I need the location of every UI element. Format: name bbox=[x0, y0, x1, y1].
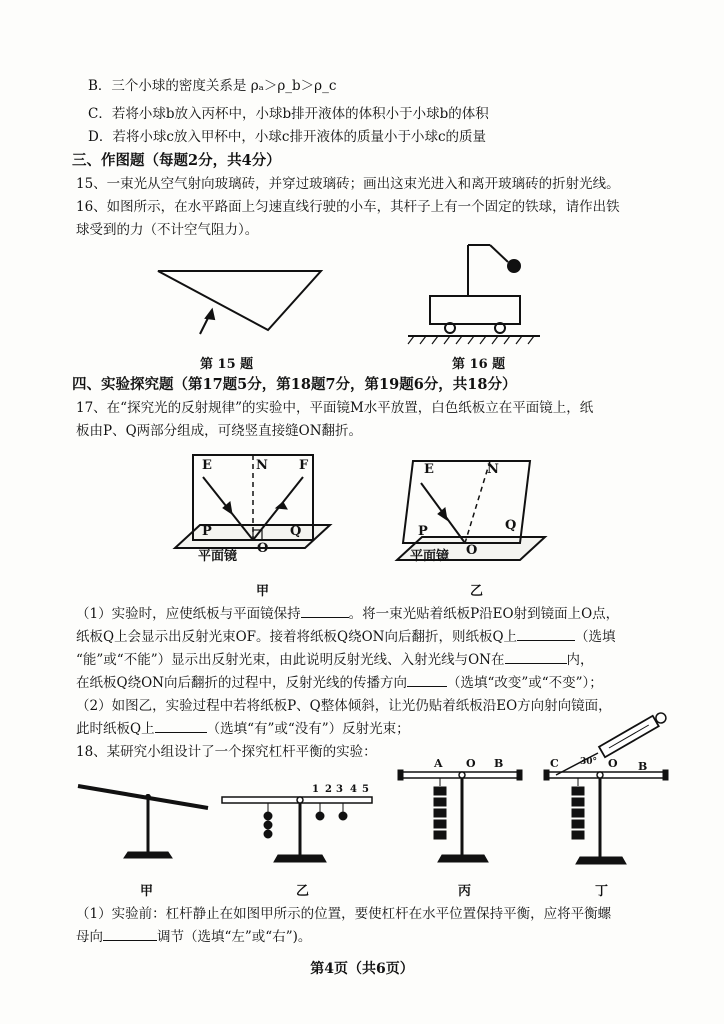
caption-jia: 甲 bbox=[256, 584, 270, 599]
q16-text-line1: 16、如图所示，在水平路面上匀速直线行驶的小车，其杆子上有一个固定的铁球，请作出铁 bbox=[76, 199, 620, 215]
lever-stand-base-yi bbox=[274, 855, 326, 862]
section4-title: 四、实验探究题（第17题5分，第18题7分，第19题6分，共18分） bbox=[72, 376, 517, 393]
nut-right-ding bbox=[663, 770, 668, 780]
weight-3-ding bbox=[572, 809, 584, 817]
weight-right-2-yi bbox=[339, 812, 347, 820]
q14-option-c: C．若将小球b放入丙杯中，小球b排开液体的体积小于小球b的体积 bbox=[88, 106, 489, 122]
pivot-ding bbox=[597, 772, 603, 778]
q15-text: 15、一束光从空气射向玻璃砖，并穿过玻璃砖；画出这束光进入和离开玻璃砖的折射光线。 bbox=[76, 176, 620, 192]
lever-ding bbox=[544, 710, 668, 864]
caption-jia-18: 甲 bbox=[140, 884, 154, 899]
label-b-ding: B bbox=[638, 760, 648, 773]
lever-stand-base-jia bbox=[124, 852, 172, 858]
q17-text-line1: 17、在“探究光的反射规律”的实验中，平面镜M水平放置，白色纸板立在平面镜上，纸 bbox=[76, 400, 594, 416]
section3-title: 三、作图题（每题2分，共4分） bbox=[72, 152, 281, 169]
label-e-jia: E bbox=[202, 458, 212, 473]
q14-option-b: B．三个小球的密度关系是 ρₐ＞ρ_b＞ρ_c bbox=[88, 78, 337, 94]
lever-bar-jia bbox=[78, 786, 208, 808]
pivot-yi bbox=[297, 797, 303, 803]
weight-2-bing bbox=[434, 798, 446, 806]
tick-3: 3 bbox=[336, 784, 343, 795]
weight-left-2-yi bbox=[264, 821, 272, 829]
fig16-caption: 第 16 题 bbox=[452, 357, 506, 372]
label-angle-ding: 30° bbox=[580, 757, 598, 767]
nut-left-bing bbox=[398, 770, 403, 780]
nut-right-bing bbox=[517, 770, 522, 780]
fig15-caption: 第 15 题 bbox=[200, 357, 254, 372]
label-n-yi: N bbox=[487, 462, 499, 477]
lever-stand-base-bing bbox=[438, 855, 488, 862]
weight-1-bing bbox=[434, 787, 446, 795]
weight-1-ding bbox=[572, 787, 584, 795]
weight-2-ding bbox=[572, 798, 584, 806]
q18-1-line2: 母向 调节（选填“左”或“右”)。 bbox=[76, 926, 311, 948]
answer-blank-18-1[interactable] bbox=[103, 926, 157, 941]
label-o-jia: O bbox=[257, 541, 269, 556]
weight-4-ding bbox=[572, 820, 584, 828]
q17-text-line2: 板由P、Q两部分组成，可绕竖直接缝ON翻折。 bbox=[76, 423, 363, 439]
weight-right-1-yi bbox=[316, 812, 324, 820]
label-e-yi: E bbox=[424, 462, 434, 477]
caption-yi-18: 乙 bbox=[296, 884, 310, 899]
caption-bing-18: 丙 bbox=[458, 884, 472, 899]
label-o-bing: O bbox=[466, 757, 476, 770]
caption-ding-18: 丁 bbox=[595, 884, 609, 899]
label-f-jia: F bbox=[299, 458, 309, 473]
label-b-bing: B bbox=[494, 757, 504, 770]
weight-left-3-yi bbox=[264, 830, 272, 838]
pivot-bing bbox=[459, 772, 465, 778]
label-p-jia: P bbox=[202, 524, 212, 539]
q17-1-line1: （1）实验时，应使纸板与平面镜保持 。将一束光贴着纸板P沿EO射到镜面上O点， bbox=[76, 603, 619, 625]
tick-2: 2 bbox=[325, 784, 332, 795]
pivot-jia bbox=[146, 795, 151, 800]
lever-bing bbox=[398, 770, 522, 862]
label-a-bing: A bbox=[434, 757, 443, 770]
spring-scale-ding bbox=[599, 710, 668, 757]
label-mirror-jia: 平面镜 bbox=[198, 549, 238, 564]
label-q-yi: Q bbox=[505, 518, 517, 533]
label-mirror-yi: 平面镜 bbox=[410, 549, 450, 564]
q17-2-line2: 此时纸板Q上 （选填“有”或“没有”）反射光束； bbox=[76, 718, 410, 740]
weight-left-1-yi bbox=[264, 812, 272, 820]
q17-1-line2: 纸板Q上会显示出反射光束OF。接着将纸板Q绕ON向后翻折，则纸板Q上 （选填 bbox=[76, 626, 616, 648]
lever-stand-base-ding bbox=[576, 857, 626, 864]
q18-title: 18、某研究小组设计了一个探究杠杆平衡的实验： bbox=[76, 744, 377, 760]
caption-yi: 乙 bbox=[470, 584, 484, 599]
q18-1-line1: （1）实验前：杠杆静止在如图甲所示的位置，要使杠杆在水平位置保持平衡，应将平衡螺 bbox=[76, 906, 612, 922]
nut-left-ding bbox=[544, 770, 549, 780]
q16-text-line2: 球受到的力（不计空气阻力）。 bbox=[76, 222, 259, 238]
tick-5: 5 bbox=[362, 784, 369, 795]
q14-option-d: D．若将小球c放入甲杯中，小球c排开液体的质量小于小球c的质量 bbox=[88, 129, 487, 145]
weight-4-bing bbox=[434, 820, 446, 828]
label-n-jia: N bbox=[256, 458, 268, 473]
label-p-yi: P bbox=[418, 524, 428, 539]
q17-1-line3: “能”或“不能”）显示出反射光束，由此说明反射光线、入射光线与ON在 内， bbox=[76, 649, 594, 671]
weight-3-bing bbox=[434, 809, 446, 817]
label-o-ding: O bbox=[608, 757, 618, 770]
weight-5-bing bbox=[434, 831, 446, 839]
label-o-yi: O bbox=[466, 543, 478, 558]
tick-1: 1 bbox=[312, 784, 319, 795]
page-footer: 第4页（共6页） bbox=[310, 961, 414, 977]
q17-2-line1: （2）如图乙，实验过程中若将纸板P、Q整体倾斜，让光仍贴着纸板沿EO方向射向镜面， bbox=[76, 698, 612, 714]
lever-jia bbox=[78, 786, 208, 858]
q17-1-line4: 在纸板Q绕ON向后翻折的过程中，反射光线的传播方向 （选填“改变”或“不变”）； bbox=[76, 672, 603, 694]
label-c-ding: C bbox=[550, 757, 559, 770]
lever-yi bbox=[222, 797, 372, 862]
tick-4: 4 bbox=[350, 784, 357, 795]
weight-5-ding bbox=[572, 831, 584, 839]
label-q-jia: Q bbox=[290, 524, 302, 539]
